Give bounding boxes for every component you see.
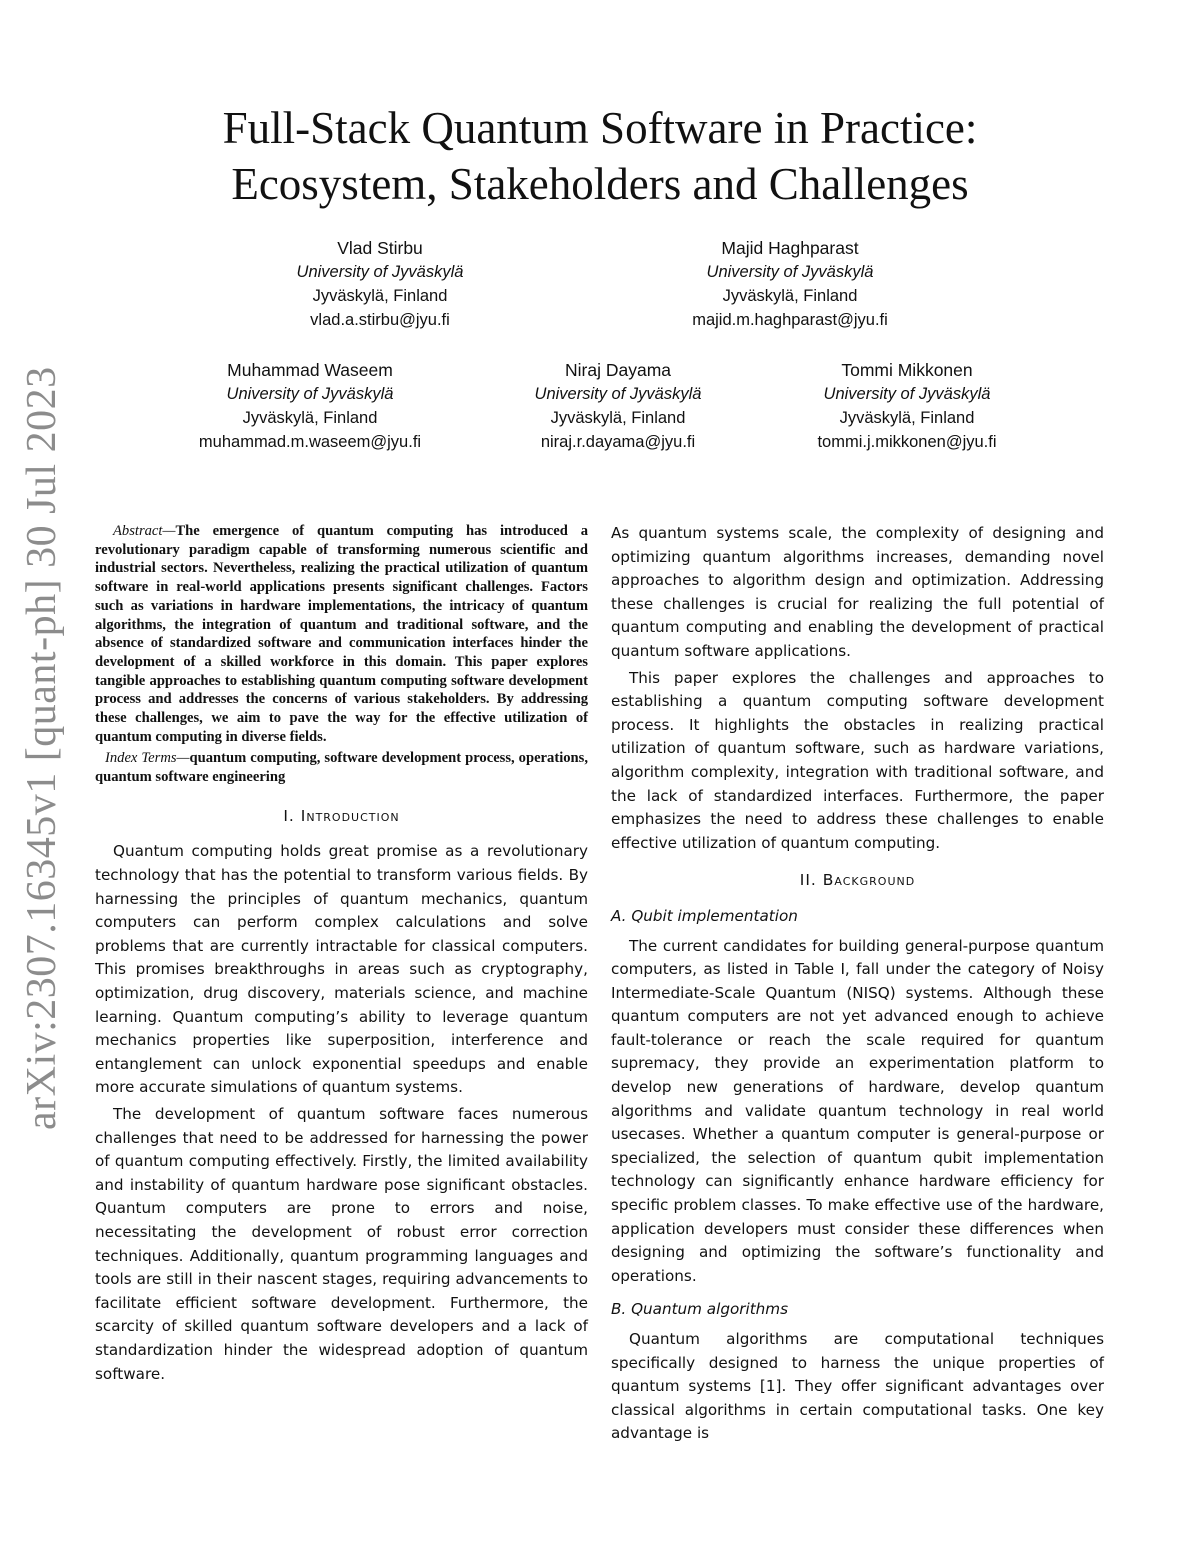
left-column bbox=[95, 522, 588, 1389]
author-location: Jyväskylä, Finland bbox=[550, 409, 686, 427]
arxiv-stamp: arXiv:2307.16345v1 [quant-ph] 30 Jul 2023 bbox=[19, 366, 65, 1130]
author-affiliation: University of Jyväskylä bbox=[296, 263, 464, 281]
title-line: Full-Stack Quantum Software in Practice: bbox=[222, 103, 978, 153]
abstract bbox=[95, 522, 588, 746]
author-location: Jyväskylä, Finland bbox=[839, 409, 975, 427]
author-affiliation: University of Jyväskylä bbox=[534, 385, 702, 403]
paragraph: The development of quantum software faces numerous challenges that need to be addressed for harnessing the power of quantum computing effectively. Firstly, the limited availability and instability of quantum hardware pose significant obstacles. Quantum computers are prone to errors and noise, necessitating the development of robust error correction techniques. Additionally, quantum programming languages and tools are still in their nascent stages, requiring advancements to facilitate efficient software development. Furthermore, the scarcity of skilled quantum software developers and a lack of standardization hinder the widespread adoption of quantum software. bbox=[95, 1104, 588, 1383]
section-heading: I. Introduction bbox=[283, 806, 400, 825]
author-name: Vlad Stirbu bbox=[337, 238, 423, 258]
paragraph: This paper explores the challenges and approaches to establishing a quantum computing software development process. It highlights the obstacles in realizing practical utilization of quantum software, such as hardware variations, algorithm complexity, integration with traditional software, and the lack of standardized interfaces. Furthermore, the paper emphasizes the need to address these challenges to enable effective utilization of quantum computing. bbox=[611, 668, 1104, 852]
author-affiliation: University of Jyväskylä bbox=[823, 385, 991, 403]
paragraph: Quantum computing holds great promise as a revolutionary technology that has the potential to transform various fields. By harnessing the principles of quantum mechanics, quantum computers can perform complex calculations and solve problems that are currently intractable for classical computers. This promises breakthroughs in areas such as cryptography, optimization, drug discovery, materials science, and machine learning. Quantum computing’s ability to leverage quantum mechanics properties like superposition, interference and entanglement can unlock exponential speedups and enable more accurate simulations of quantum systems. bbox=[95, 842, 588, 1097]
author-block bbox=[757, 358, 1057, 454]
index-terms-text: quantum computing, software development process, operations, quantum software engineering bbox=[95, 750, 588, 786]
author-email[interactable]: niraj.r.dayama@jyu.fi bbox=[540, 433, 696, 451]
author-email[interactable]: muhammad.m.waseem@jyu.fi bbox=[198, 433, 422, 451]
author-location: Jyväskylä, Finland bbox=[242, 409, 378, 427]
paragraph: As quantum systems scale, the complexity of designing and optimizing quantum algorithms increases, demanding novel approaches to algorithm design and optimization. Addressing these challenges is crucial for realizing the full potential of quantum computing and enabling the development of practical quantum software applications. bbox=[611, 524, 1104, 660]
author-location: Jyväskylä, Finland bbox=[722, 287, 858, 305]
title-line: Ecosystem, Stakeholders and Challenges bbox=[231, 159, 969, 209]
author-name: Majid Haghparast bbox=[721, 238, 859, 258]
author-location: Jyväskylä, Finland bbox=[312, 287, 448, 305]
author-affiliation: University of Jyväskylä bbox=[226, 385, 394, 403]
right-column bbox=[611, 522, 1104, 1449]
author-block bbox=[640, 236, 940, 332]
author-email[interactable]: vlad.a.stirbu@jyu.fi bbox=[310, 311, 450, 329]
section-heading: II. Background bbox=[799, 871, 916, 890]
paragraph: Quantum algorithms are computational techniques specifically designed to harness the unique properties of quantum systems [1]. They offer significant advantages over classical algorithms in certain computational tasks. One key advantage is bbox=[611, 1330, 1104, 1443]
author-affiliation: University of Jyväskylä bbox=[706, 263, 874, 281]
author-block bbox=[468, 358, 768, 454]
author-name: Niraj Dayama bbox=[565, 360, 671, 380]
index-terms bbox=[95, 749, 588, 786]
author-name: Muhammad Waseem bbox=[227, 360, 393, 380]
paragraph: The current candidates for building general-purpose quantum computers, as listed in Table I, fall under the category of Noisy Intermediate-Scale Quantum (NISQ) systems. Although these quantum computers are not yet advanced enough to achieve fault-tolerance or reach the scale required for quantum supremacy, they provide an experimentation platform to develop new generations of hardware, develop quantum algorithms and validate quantum technology in real world usecases. Whether a quantum computer is general-purpose or specialized, the selection of quantum qubit implementation technology can significantly enhance hardware efficiency for specific problem classes. To make effective use of the hardware, application developers must consider these differences when designing and optimizing the software’s functionality and operations. bbox=[611, 936, 1104, 1285]
index-terms-label: Index Terms— bbox=[105, 750, 190, 767]
author-block bbox=[160, 358, 460, 454]
author-email[interactable]: tommi.j.mikkonen@jyu.fi bbox=[817, 433, 997, 451]
author-email[interactable]: majid.m.haghparast@jyu.fi bbox=[692, 311, 888, 329]
author-block bbox=[230, 236, 530, 332]
abstract-label: Abstract— bbox=[113, 523, 176, 539]
abstract-text: The emergence of quantum computing has introduced a revolutionary paradigm capable of transforming numerous scientific and industrial sectors. Nevertheless, realizing the practical utilization of quantum software in real-world applications presents significant challenges. Factors such as variations in hardware implementations, the intricacy of quantum algorithms, the integration of quantum and traditional software, and the absence of standardized software and communication interfaces hinder the development of a skilled workforce in this domain. This paper explores tangible approaches to establishing quantum computing software development process and addresses the concerns of various stakeholders. By addressing these challenges, we aim to pave the way for the effective utilization of quantum computing in diverse fields. bbox=[95, 523, 588, 745]
paper-title bbox=[100, 100, 1100, 212]
subsection-heading: B. Quantum algorithms bbox=[611, 1300, 788, 1319]
author-name: Tommi Mikkonen bbox=[841, 360, 973, 380]
subsection-heading: A. Qubit implementation bbox=[611, 906, 798, 925]
